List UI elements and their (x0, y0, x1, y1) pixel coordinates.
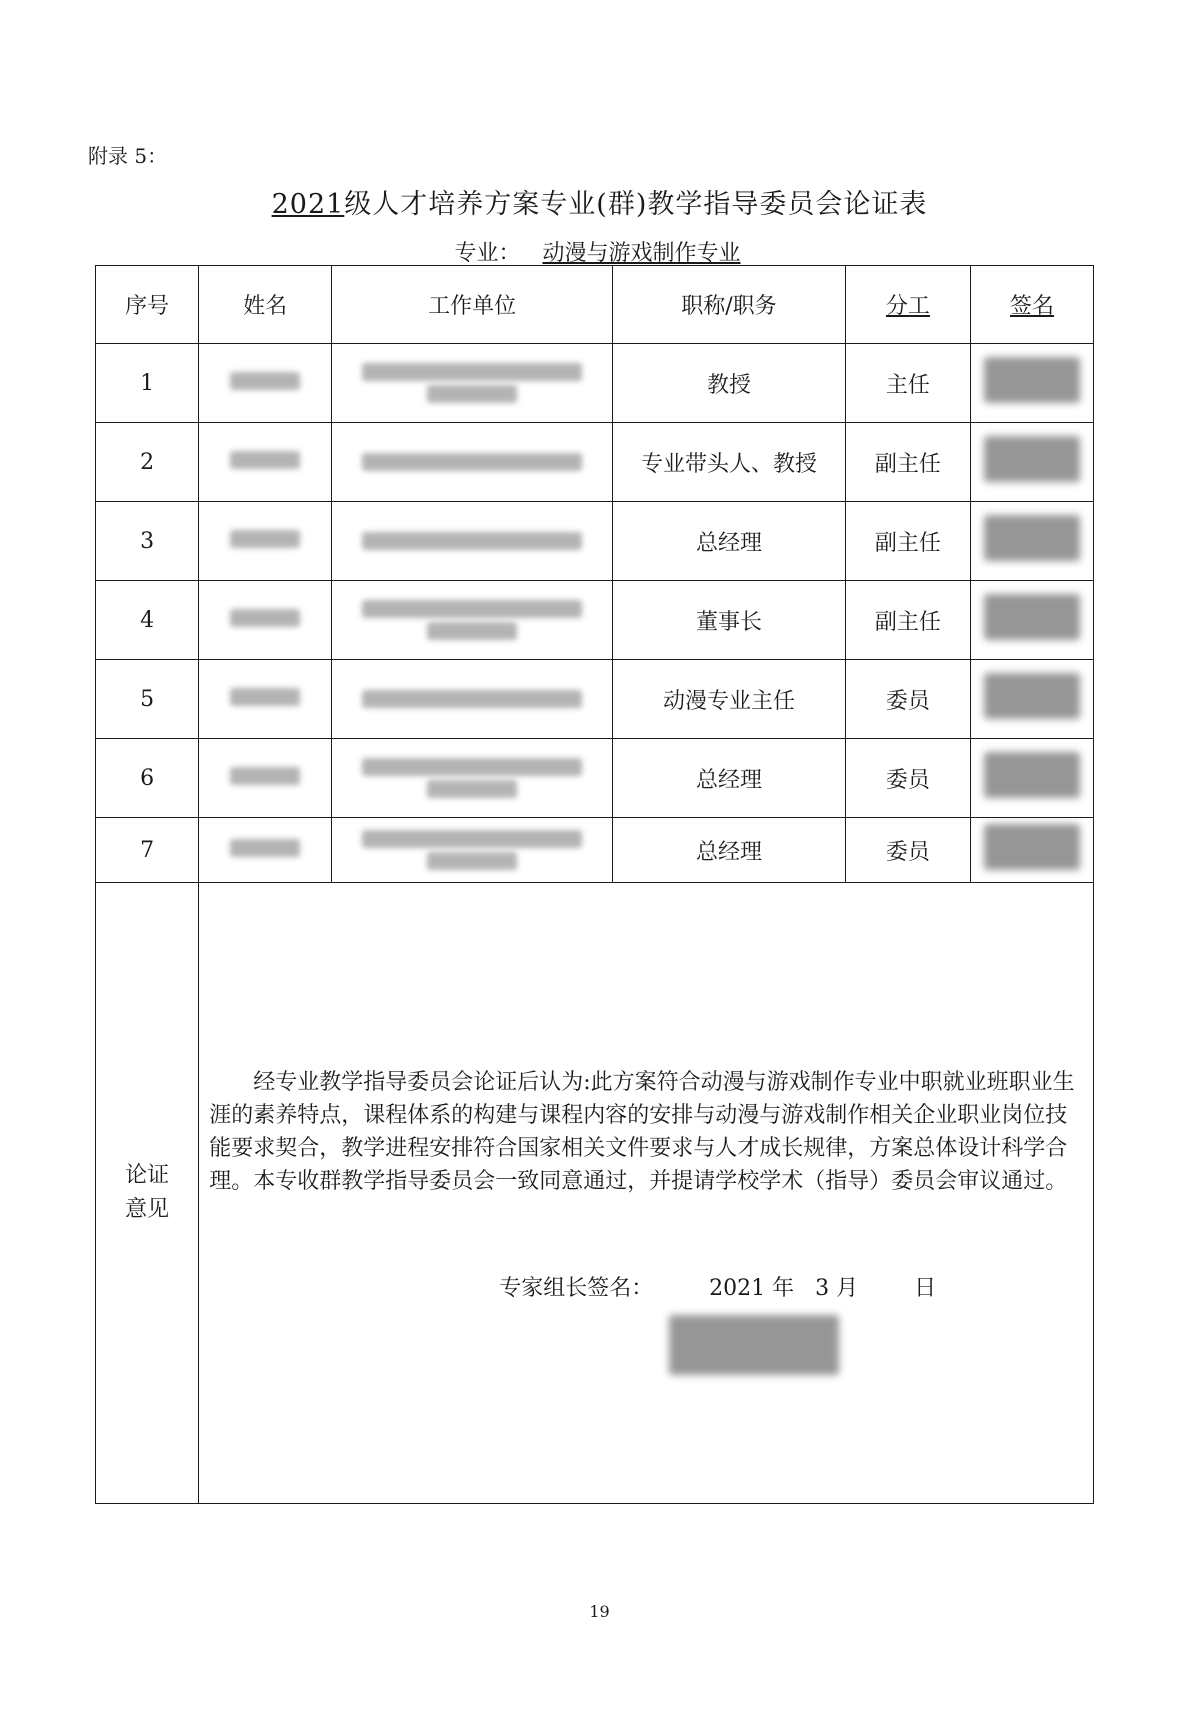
row-name-redacted (199, 660, 332, 739)
row-role: 副主任 (845, 423, 970, 502)
title-year: 2021 (271, 189, 345, 220)
sign-day: 日 (914, 1276, 937, 1301)
row-signature-redacted (971, 581, 1094, 660)
row-unit-redacted (332, 660, 613, 739)
major-label: 专业： (454, 241, 521, 266)
row-name-redacted (199, 818, 332, 883)
sign-line (499, 1271, 936, 1302)
table-header-row (96, 266, 1094, 344)
sign-year: 2021 年 (709, 1276, 795, 1301)
row-role: 委员 (845, 660, 970, 739)
sign-month: 3 月 (815, 1276, 859, 1301)
row-role: 委员 (845, 818, 970, 883)
row-name-redacted (199, 502, 332, 581)
table-row (96, 660, 1094, 739)
opinion-label (96, 883, 199, 1504)
table-row (96, 344, 1094, 423)
row-title: 总经理 (613, 818, 846, 883)
opinion-text: 经专业教学指导委员会论证后认为:此方案符合动漫与游戏制作专业中职就业班职业生涯的素养特点，课程体系的构建与课程内容的安排与动漫与游戏制作相关企业职业岗位技能要求契合，教学进程安排符合国家相关文件要求与人才成长规律，方案总体设计科学合理。本专收群教学指导委员会一致同意通过，并提请学校学术（指导）委员会审议通过。 (209, 1070, 1075, 1194)
row-unit-redacted (332, 502, 613, 581)
major-value: 动漫与游戏制作专业 (542, 241, 741, 266)
title-text: 级人才培养方案专业(群)教学指导委员会论证表 (344, 189, 928, 220)
row-unit-redacted (332, 344, 613, 423)
row-name-redacted (199, 739, 332, 818)
row-role: 副主任 (845, 581, 970, 660)
header-title: 职称/职务 (613, 266, 846, 344)
table-row (96, 581, 1094, 660)
major-line (0, 236, 1199, 267)
row-role: 副主任 (845, 502, 970, 581)
page-number: 19 (589, 1602, 610, 1621)
row-no: 7 (96, 818, 199, 883)
committee-table (95, 265, 1094, 1504)
sign-label: 专家组长签名： (499, 1276, 654, 1301)
header-signature: 签名 (971, 266, 1094, 344)
row-unit-redacted (332, 818, 613, 883)
opinion-label-line2: 意见 (125, 1197, 170, 1222)
document-title (0, 182, 1199, 221)
row-name-redacted (199, 344, 332, 423)
row-role: 主任 (845, 344, 970, 423)
row-title: 动漫专业主任 (613, 660, 846, 739)
row-unit-redacted (332, 581, 613, 660)
table-row (96, 739, 1094, 818)
table-row (96, 502, 1094, 581)
header-name: 姓名 (199, 266, 332, 344)
header-role: 分工 (845, 266, 970, 344)
row-signature-redacted (971, 739, 1094, 818)
row-signature-redacted (971, 818, 1094, 883)
header-no: 序号 (96, 266, 199, 344)
row-signature-redacted (971, 344, 1094, 423)
row-signature-redacted (971, 423, 1094, 502)
table-row (96, 423, 1094, 502)
row-no: 6 (96, 739, 199, 818)
row-no: 3 (96, 502, 199, 581)
row-no: 5 (96, 660, 199, 739)
row-title: 总经理 (613, 502, 846, 581)
row-no: 4 (96, 581, 199, 660)
opinion-row (96, 883, 1094, 1504)
row-unit-redacted (332, 423, 613, 502)
row-no: 2 (96, 423, 199, 502)
row-unit-redacted (332, 739, 613, 818)
row-signature-redacted (971, 502, 1094, 581)
row-name-redacted (199, 423, 332, 502)
row-name-redacted (199, 581, 332, 660)
row-title: 董事长 (613, 581, 846, 660)
row-title: 教授 (613, 344, 846, 423)
appendix-label: 附录 5： (88, 144, 168, 168)
leader-signature-redacted (669, 1315, 839, 1381)
opinion-label-line1: 论证 (125, 1163, 170, 1188)
header-unit: 工作单位 (332, 266, 613, 344)
row-signature-redacted (971, 660, 1094, 739)
row-title: 总经理 (613, 739, 846, 818)
opinion-cell (199, 883, 1094, 1504)
table-row (96, 818, 1094, 883)
row-role: 委员 (845, 739, 970, 818)
row-title: 专业带头人、教授 (613, 423, 846, 502)
row-no: 1 (96, 344, 199, 423)
